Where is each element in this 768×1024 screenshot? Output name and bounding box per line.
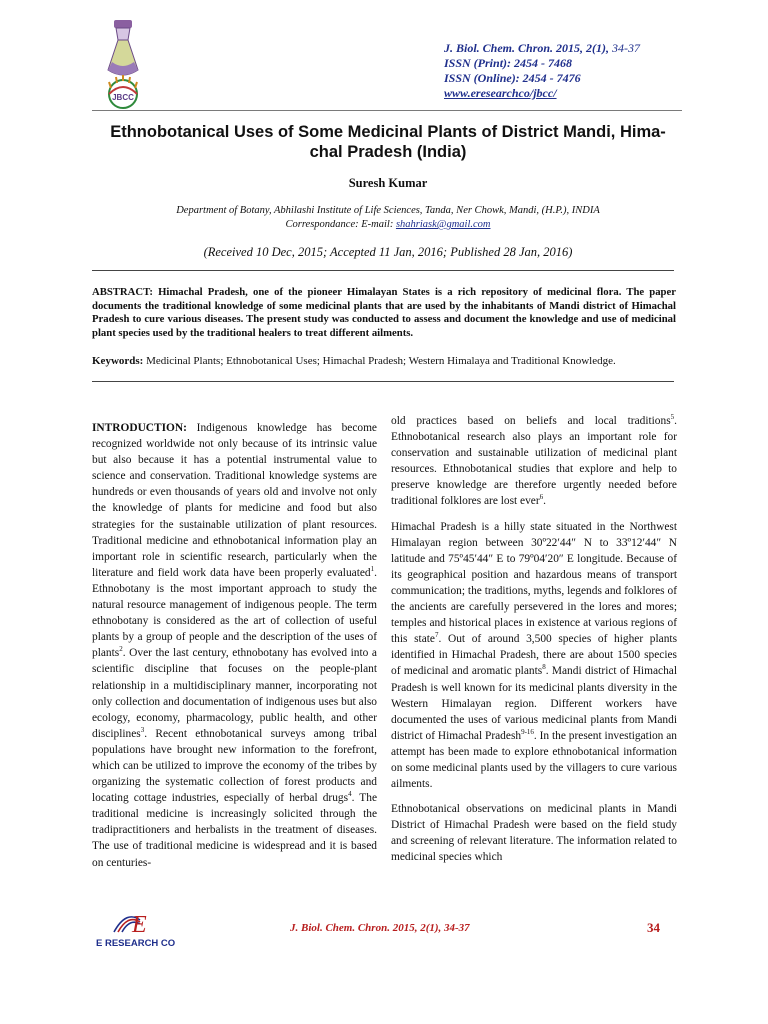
- abstract: ABSTRACT: Himachal Pradesh, one of the pioneer Himalayan States is a rich repository of medicinal flora. The paper documents the traditional knowledge of some medicinal plants that are used by the inhabitants of Mandi district of Himachal Pradesh to cure various diseases. The present study was conducted to assess and document the knowledge and use of medicinal plant species used by the traditional healers to treat different ailments.: [92, 286, 676, 339]
- citation-ref: 5: [670, 413, 675, 422]
- citation-ref: 1: [370, 565, 375, 574]
- abstract-bottom-divider: [92, 381, 674, 382]
- header-divider: [92, 110, 682, 111]
- citation-ref: 2: [119, 645, 123, 654]
- journal-url-link[interactable]: www.eresearchco/jbcc/: [444, 86, 557, 100]
- keywords-list: Medicinal Plants; Ethnobotanical Uses; Himachal Pradesh; Western Himalaya and Traditional Knowledge.: [146, 355, 616, 367]
- issn-online: ISSN (Online): 2454 - 7476: [444, 71, 581, 85]
- article-title: Ethnobotanical Uses of Some Medicinal Plants of District Mandi, Hima- chal Pradesh (India): [110, 123, 666, 161]
- publisher-name: E RESEARCH CO: [96, 938, 176, 949]
- intro-paragraph: INTRODUCTION: Indigenous knowledge has become recognized worldwide not only because of its intrinsic value but also because it has a potential instrumental value to science and conservation. Traditional knowledge systems are hundreds or even thousands of years old and involve not only the knowledge of plants for medicine and food but also strategies for the sustainable utilization of plant resources. Traditional medicine and ethnobotanical information play an important role in scientific research, particularly when the literature and field work data have been properly evaluated$^1$. Ethnobotany is the most important approach to study the natural resource management of indigenous people. The term ethnobotany is considered as the art of collection of useful plants by a group of people and the description of the uses of plants$^2$. Over the last century, ethnobotany has evolved into a scientific discipline that focuses on the people-plant relationship in a multidisciplinary manner, incorporating not only collection and documentation of indigenous uses but also ecology, economy, pharmacology, public health, and other disciplines$^3$. Recent ethnobotanical surveys among tribal populations have brought new information to the forefront, which can be utilized to improve the economy of the tribes by organizing the systematic collection of forest products and locating cottage industries, especially of herbal drugs$^4$. The traditional medicine is increasingly solicited through the tradipractitioners and herbalists in the treatment of diseases. The use of traditional medicine is widespread and it is based on centuries-: [92, 422, 378, 869]
- paragraph-observations: Ethnobotanical observations on medicinal plants in Mandi District of Himachal Pradesh were based on the field study and screening of relevant literature. The information related to medicinal species which: [391, 803, 677, 864]
- citation-ref: 9-16: [521, 727, 534, 736]
- issn-print: ISSN (Print): 2454 - 7468: [444, 56, 573, 70]
- email-link[interactable]: shahriask@gmail.com: [395, 219, 491, 230]
- keywords: [92, 355, 676, 368]
- paragraph-continuation: old practices based on beliefs and local traditions$^5$. Ethnobotanical research also plays an important role for conservation and sustainable utilization of medicinal plant resources. Ethnobotanical studies that explore and help to preserve knowledge are therefore urgently needed before traditional folklores are lost ever$^6$.: [391, 413, 677, 508]
- citation-ref: 7: [434, 631, 439, 640]
- citation-ref: 4: [348, 790, 352, 799]
- affiliation: [98, 204, 678, 232]
- page-number: 34: [647, 920, 660, 935]
- publication-dates: (Received 10 Dec, 2015; Accepted 11 Jan, 2016; Published 28 Jan, 2016): [203, 245, 573, 259]
- section-heading-introduction: INTRODUCTION:: [92, 422, 187, 434]
- body-right-column: [391, 413, 677, 875]
- paragraph-himachal: Himachal Pradesh is a hilly state situated in the Northwest Himalayan region between 30º22′44″ N to 33º12′44″ N latitude and 75º45′44″ E to 79º04′20″ E longitude. Because of its geographical position and hazardous means of transport communication; the traditions, myths, legends and folklores of the ancients are carefully persevered in the lores and mores; temples and historical places in existence at various regions of this state$^7$. Out of around 3,500 species of higher plants identified in Himachal Pradesh, there are about 1500 species of medicinal and aromatic plants$^8$. Mandi district of Himachal Pradesh is well known for its medicinal plants diversity in the Western Himalayan region. Different workers have documented the uses of various medicinal plants from Mandi district of Himachal Pradesh$^{9-16}$. In the present investigation an attempt has been made to explore ethnobotanical information on some medicinal plants used by the villagers to cure various ailments.: [391, 520, 677, 791]
- logo-text: JBCC: [112, 93, 134, 102]
- citation-ref: 3: [140, 725, 145, 734]
- keywords-label: Keywords:: [92, 355, 144, 367]
- journal-logo: [92, 18, 154, 110]
- correspondence-line: Correspondance: E-mail: shahriask@gmail.com: [285, 219, 491, 230]
- journal-citation-line: J. Biol. Chem. Chron. 2015, 2(1), 34-37: [444, 41, 641, 55]
- svg-text:E: E: [132, 912, 147, 938]
- citation-ref: 8: [542, 663, 546, 672]
- journal-info: [444, 41, 744, 101]
- publisher-logo: [92, 906, 192, 950]
- abstract-top-divider: [92, 270, 674, 271]
- author-name: Suresh Kumar: [348, 176, 428, 190]
- affiliation-text: Department of Botany, Abhilashi Institute of Life Sciences, Tanda, Ner Chowk, Mandi, (H.P.), INDIA: [176, 205, 600, 216]
- citation-ref: 6: [539, 493, 544, 502]
- footer-citation: J. Biol. Chem. Chron. 2015, 2(1), 34-37: [290, 922, 470, 934]
- body-left-column: [92, 420, 377, 880]
